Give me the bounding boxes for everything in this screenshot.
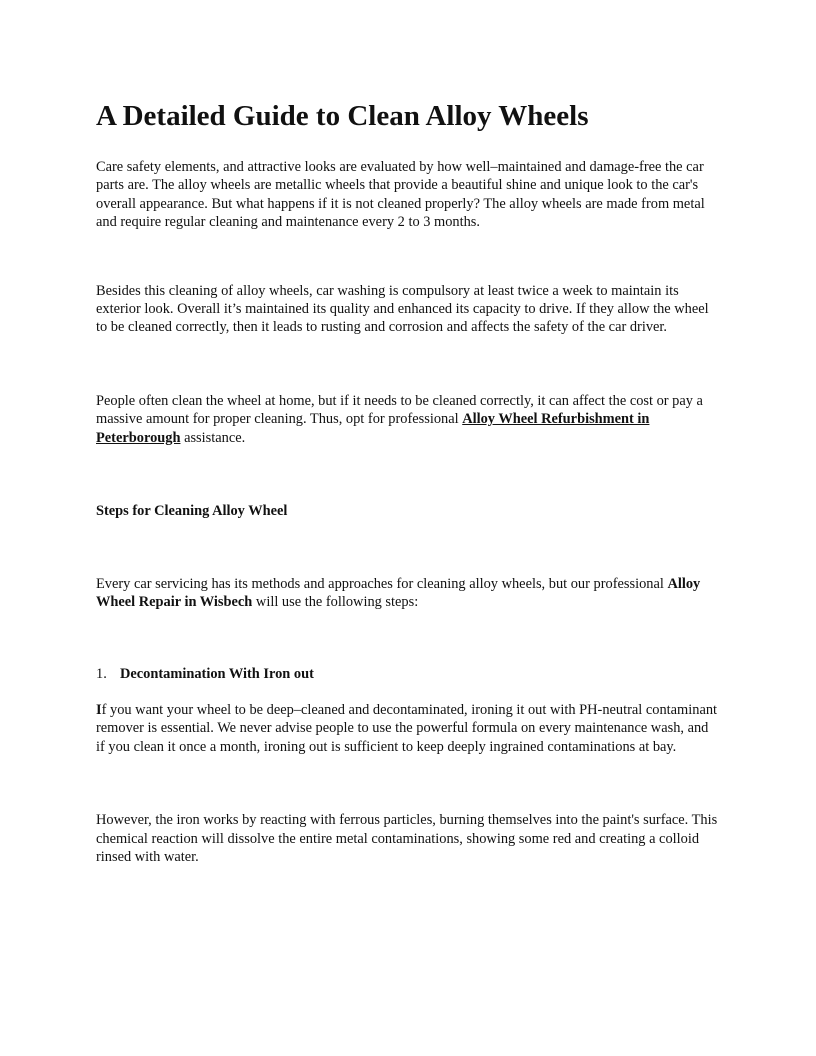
- steps-intro-paragraph: [96, 575, 720, 612]
- intro-paragraph: Care safety elements, and attractive looks are evaluated by how well–maintained and damage-free the car parts are. The alloy wheels are metallic wheels that provide a beautiful shine and unique look to the car's overall appearance. But what happens if it is not cleaned properly? The alloy wheels are made from metal and require regular cleaning and maintenance every 2 to 3 months.: [96, 159, 705, 231]
- decontamination-first-letter: I: [96, 701, 102, 718]
- iron-reaction-paragraph: However, the iron works by reacting with ferrous particles, burning themselves into the paint's surface. This chemical reaction will dissolve the entire metal contaminations, showing some red and creating a colloid rinsed with water.: [96, 812, 718, 865]
- decontamination-text: f you want your wheel to be deep–cleaned and decontaminated, ironing it out with PH-neutral contaminant remover is essential. We never advise people to use the powerful formula on every maintenance wash, and if you clean it once a month, ironing out is sufficient to keep deeply ingrained contaminations at bay.: [96, 701, 718, 755]
- step-1-title: Decontamination With Iron out: [120, 665, 314, 682]
- professional-paragraph: [96, 392, 720, 447]
- decontamination-paragraph: [96, 701, 720, 756]
- step-1-number: 1.: [96, 665, 107, 682]
- page-title: A Detailed Guide to Clean Alloy Wheels: [96, 100, 589, 132]
- steps-heading: Steps for Cleaning Alloy Wheel: [96, 503, 288, 520]
- step-1-heading: [96, 665, 720, 683]
- refurbishment-link[interactable]: Alloy Wheel Refurbishment in Peterborough: [96, 411, 650, 446]
- repair-service-name: Alloy Wheel Repair in Wisbech: [96, 576, 701, 611]
- washing-paragraph: Besides this cleaning of alloy wheels, car washing is compulsory at least twice a week to maintain its exterior look. Overall it’s maintained its quality and enhanced its capacity to drive. If they allow the wheel to be cleaned correctly, then it leads to rusting and corrosion and affects the safety of the car driver.: [96, 282, 709, 336]
- steps-intro-before: Every car servicing has its methods and approaches for cleaning alloy wheels, but our professional: [96, 576, 668, 593]
- professional-text-after: assistance.: [180, 429, 246, 446]
- document-page: [96, 96, 720, 866]
- steps-intro-after: will use the following steps:: [252, 594, 419, 611]
- professional-text-before: People often clean the wheel at home, but if it needs to be cleaned correctly, it can affect the cost or pay a massive amount for proper cleaning. Thus, opt for professional: [96, 392, 703, 428]
